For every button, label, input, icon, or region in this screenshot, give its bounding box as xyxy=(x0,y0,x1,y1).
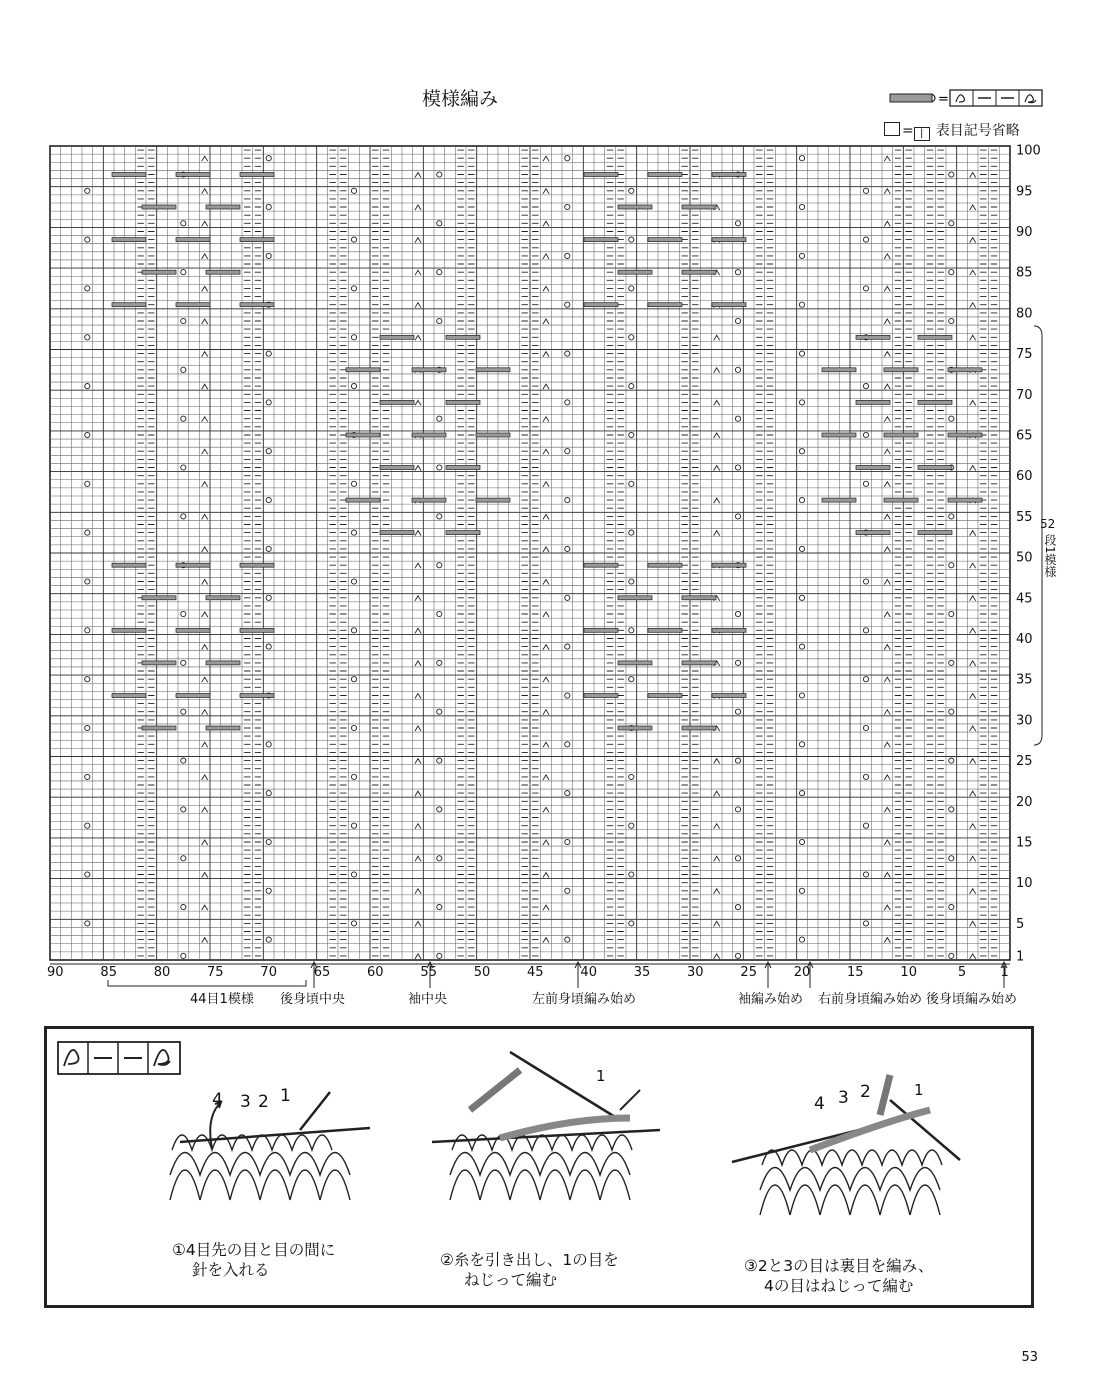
repeat-rows-number: 52 xyxy=(1040,517,1056,531)
row-label: 1 xyxy=(1016,949,1025,965)
cable-bar xyxy=(618,205,652,209)
note-right-front-start: 右前身頃編み始め xyxy=(818,992,923,1007)
row-label: 5 xyxy=(1016,916,1025,932)
row-label: 40 xyxy=(1016,632,1033,647)
stitch-label: 25 xyxy=(740,965,757,980)
stitch-label: 40 xyxy=(580,965,597,980)
step2-line2: ねじって編む xyxy=(464,1271,558,1289)
cable-bar xyxy=(206,270,240,274)
cable-bar xyxy=(856,400,890,404)
note-back-center: 後身頃中央 xyxy=(280,992,346,1007)
cable-bar xyxy=(822,498,856,502)
cable-bar xyxy=(240,303,274,307)
cable-bar xyxy=(884,368,918,372)
stitch-label: 5 xyxy=(957,965,967,980)
cable-bar xyxy=(112,173,146,177)
step3-line1: 2と3の目は裏目を編み、 xyxy=(757,1257,934,1275)
cable-bar xyxy=(948,433,982,437)
cable-bar xyxy=(584,563,618,567)
cable-bar xyxy=(918,531,952,535)
stitch-label: 50 xyxy=(473,965,491,980)
step2-line1: 糸を引き出し、1の目を xyxy=(453,1251,619,1269)
row-label: 65 xyxy=(1016,428,1033,444)
page-number: 53 xyxy=(1021,1350,1038,1365)
cable-bar xyxy=(346,368,380,372)
cable-bar xyxy=(476,498,510,502)
step1-line2: 針を入れる xyxy=(192,1261,270,1279)
step3-number-3: 3 xyxy=(838,1088,849,1108)
stitch-label: 20 xyxy=(793,965,811,980)
cable-bar xyxy=(142,596,176,600)
note-sleeve-center: 袖中央 xyxy=(408,992,448,1007)
step3-number-1: 1 xyxy=(914,1081,924,1099)
step1-num: ① xyxy=(172,1241,186,1259)
step3-number-2: 2 xyxy=(860,1082,871,1102)
row-label: 60 xyxy=(1016,469,1033,485)
cable-bar xyxy=(240,694,274,698)
cable-bar xyxy=(712,173,746,177)
step2-number-1: 1 xyxy=(596,1067,606,1085)
cable-bar xyxy=(240,628,274,632)
cable-bar xyxy=(412,368,446,372)
chart-grid xyxy=(50,146,1010,960)
cable-bar xyxy=(918,400,952,404)
page-title: 模様編み xyxy=(421,88,498,110)
step3-line2: 4の目はねじって編む xyxy=(764,1277,914,1295)
cable-bar xyxy=(648,303,682,307)
step-number-3: 3 xyxy=(240,1092,251,1112)
step3-number-4: 4 xyxy=(814,1094,825,1114)
cable-bar xyxy=(884,433,918,437)
row-label: 10 xyxy=(1016,876,1033,892)
row-label: 85 xyxy=(1016,265,1033,281)
cable-bar xyxy=(380,466,414,470)
cable-bar xyxy=(856,531,890,535)
cable-bar xyxy=(712,694,746,698)
row-label: 95 xyxy=(1016,184,1033,200)
cable-bar xyxy=(446,531,480,535)
cable-bar xyxy=(112,563,146,567)
stitch-label: 30 xyxy=(687,965,704,980)
cable-bar xyxy=(176,563,210,567)
cable-bar xyxy=(856,335,890,339)
cable-bar xyxy=(112,238,146,242)
cable-bar xyxy=(618,270,652,274)
stitch-label: 90 xyxy=(47,965,64,980)
cable-bar xyxy=(240,173,274,177)
row-label: 100 xyxy=(1016,143,1041,159)
cable-bar xyxy=(476,368,510,372)
stitch-label: 70 xyxy=(260,965,277,980)
cable-bar xyxy=(380,335,414,339)
cable-bar xyxy=(822,368,856,372)
stitch-label: 45 xyxy=(527,965,544,980)
omit-text: 表目記号省略 xyxy=(935,123,1020,139)
cable-bar xyxy=(412,498,446,502)
cable-bar xyxy=(176,173,210,177)
cable-bar xyxy=(918,466,952,470)
svg-text:=: = xyxy=(938,92,949,107)
cable-bar xyxy=(618,661,652,665)
cable-bar xyxy=(446,466,480,470)
illustration-step2 xyxy=(430,1050,670,1210)
step2-text xyxy=(440,1250,619,1290)
cable-bar xyxy=(712,563,746,567)
cable-bar xyxy=(112,628,146,632)
cable-bar xyxy=(856,466,890,470)
cable-bar xyxy=(712,303,746,307)
cable-bar xyxy=(142,205,176,209)
cable-bar xyxy=(618,596,652,600)
cable-bar xyxy=(682,270,716,274)
step-number-1: 1 xyxy=(280,1086,291,1106)
cable-bar xyxy=(948,498,982,502)
cable-bar xyxy=(584,238,618,242)
cable-symbol xyxy=(56,1040,182,1076)
step1-line1: 4目先の目と目の間に xyxy=(185,1241,336,1259)
cable-bar xyxy=(240,238,274,242)
cable-bar xyxy=(584,173,618,177)
stitch-label: 35 xyxy=(633,965,651,980)
stitch-label: 10 xyxy=(900,965,917,980)
row-label: 50 xyxy=(1016,550,1033,566)
step3-text xyxy=(744,1256,934,1296)
cable-bar xyxy=(682,596,716,600)
cable-bar xyxy=(648,694,682,698)
stitch-label: 85 xyxy=(100,965,117,980)
cable-bar xyxy=(648,563,682,567)
cable-bar xyxy=(682,726,716,730)
step2-num: ② xyxy=(440,1251,454,1269)
cable-bar xyxy=(206,205,240,209)
cable-bar xyxy=(648,173,682,177)
step3-num: ③ xyxy=(744,1257,758,1275)
stitch-label: 60 xyxy=(367,965,384,980)
cable-bar xyxy=(584,303,618,307)
cable-bar xyxy=(682,661,716,665)
cable-bar xyxy=(176,628,210,632)
cable-bar xyxy=(346,498,380,502)
row-label: 15 xyxy=(1016,835,1033,851)
cable-bar xyxy=(948,368,982,372)
cable-bar xyxy=(918,335,952,339)
knit-cell-icon: | xyxy=(914,127,930,141)
stitch-label: 75 xyxy=(207,965,224,980)
note-sleeve-start: 袖編み始め xyxy=(738,992,804,1007)
cable-bar xyxy=(142,726,176,730)
cable-bar xyxy=(206,661,240,665)
cable-bar xyxy=(380,531,414,535)
stitch-label: 80 xyxy=(153,965,171,980)
row-label: 70 xyxy=(1016,387,1033,403)
cable-bar xyxy=(176,238,210,242)
cable-bar xyxy=(618,726,652,730)
cable-bar xyxy=(380,400,414,404)
cable-bar xyxy=(176,694,210,698)
cable-bar xyxy=(142,270,176,274)
cable-bar xyxy=(648,628,682,632)
row-label: 45 xyxy=(1016,591,1033,607)
cable-bar xyxy=(446,335,480,339)
cable-bar xyxy=(884,498,918,502)
illustration-step3 xyxy=(730,1070,980,1220)
row-label: 55 xyxy=(1016,509,1033,525)
cable-bar xyxy=(240,563,274,567)
row-label: 25 xyxy=(1016,754,1033,770)
repeat-rows-label: 段1模様 xyxy=(1043,534,1057,578)
step-number-2: 2 xyxy=(258,1092,269,1112)
stitch-label: 55 xyxy=(420,965,437,980)
cable-bar xyxy=(346,433,380,437)
note-repeat: 44目1模様 xyxy=(190,992,254,1007)
cable-bar xyxy=(112,303,146,307)
row-label: 35 xyxy=(1016,672,1033,688)
cable-bar xyxy=(446,400,480,404)
cable-bar xyxy=(712,238,746,242)
row-label: 20 xyxy=(1016,794,1033,810)
equals-sign: = xyxy=(902,123,914,139)
illustration-step1 xyxy=(160,1080,380,1210)
note-left-front-start: 左前身頃編み始め xyxy=(532,992,637,1007)
stitch-label: 15 xyxy=(847,965,864,980)
step-number-4: 4 xyxy=(212,1090,223,1110)
cable-bar xyxy=(584,694,618,698)
cable-bar xyxy=(412,433,446,437)
step1-text xyxy=(172,1240,335,1280)
cable-bar xyxy=(476,433,510,437)
cable-bar xyxy=(648,238,682,242)
row-label: 75 xyxy=(1016,347,1033,363)
row-label: 80 xyxy=(1016,306,1033,322)
cable-bar xyxy=(682,205,716,209)
cable-bar xyxy=(206,596,240,600)
note-back-start: 後身頃編み始め xyxy=(926,992,1018,1007)
cable-bar xyxy=(112,694,146,698)
cable-bar xyxy=(142,661,176,665)
cable-bar xyxy=(822,433,856,437)
row-label: 30 xyxy=(1016,713,1033,729)
stitch-label: 1 xyxy=(1000,965,1009,980)
stitch-label: 65 xyxy=(313,965,331,980)
row-label: 90 xyxy=(1016,225,1033,240)
cable-bar xyxy=(584,628,618,632)
cable-bar xyxy=(176,303,210,307)
cable-bar xyxy=(712,628,746,632)
cable-bar xyxy=(206,726,240,730)
